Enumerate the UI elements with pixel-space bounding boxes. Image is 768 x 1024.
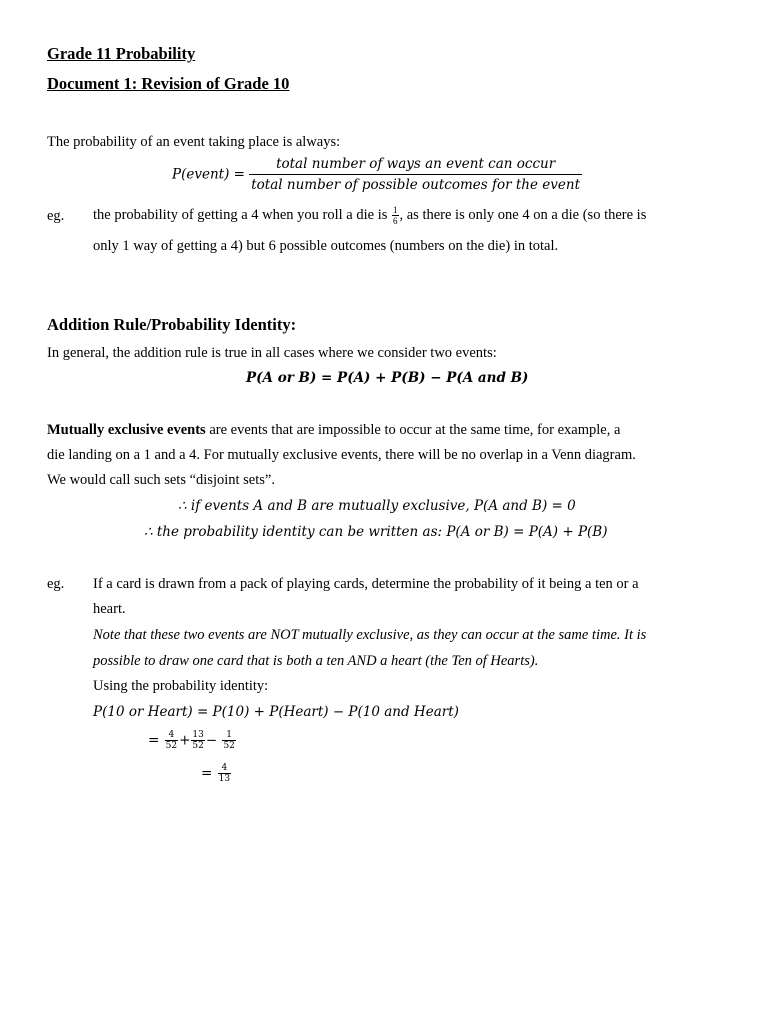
mutual-line2: die landing on a 1 and a 4. For mutually exclusive events, there will be no overlap in a Venn diagram.	[47, 447, 636, 463]
addition-rule-heading: Addition Rule/Probability Identity:	[47, 315, 297, 334]
formula-fraction	[249, 156, 582, 193]
formula-denominator: total number of possible outcomes for the event	[251, 177, 580, 193]
formula-numerator: total number of ways an event can occur	[249, 156, 582, 175]
eg2-equation: P(10 or Heart) = P(10) + P(Heart) − P(10 and Heart)	[93, 704, 459, 720]
fraction-denominator: 52	[192, 741, 204, 751]
probability-formula	[172, 156, 582, 193]
document-subtitle: Document 1: Revision of Grade 10	[47, 74, 290, 93]
eg2-using-text: Using the probability identity:	[93, 678, 269, 694]
fraction-numerator: 4	[218, 763, 231, 774]
addition-rule-formula: P(A or B) = P(A) + P(B) − P(A and B)	[246, 370, 529, 386]
eg2-line1: If a card is drawn from a pack of playing cards, determine the probability of it being a ten or a	[93, 576, 639, 592]
fraction-denominator: 13	[218, 774, 231, 784]
intro-text: The probability of an event taking place is always:	[47, 134, 341, 150]
die-fraction-numerator: 1	[393, 205, 398, 215]
fraction-4-52	[165, 730, 178, 751]
fraction-numerator: 4	[165, 730, 178, 741]
fraction-denominator: 52	[165, 741, 178, 751]
document-title: Grade 11 Probability	[47, 44, 196, 63]
mutual-line3: We would call such sets “disjoint sets”.	[47, 472, 275, 488]
eg2-step2	[201, 763, 232, 784]
step1-equals: =	[148, 732, 160, 749]
fraction-4-13	[218, 763, 231, 784]
die-fraction	[392, 205, 399, 226]
fraction-1-52	[222, 730, 235, 751]
addition-rule-text: In general, the addition rule is true in all cases where we consider two events:	[47, 345, 497, 361]
mutual-line1-rest: are events that are impossible to occur at the same time, for example, a	[205, 422, 621, 438]
formula-lhs: P(event) =	[172, 166, 245, 183]
eg1-line1	[93, 205, 646, 226]
fraction-13-52	[191, 730, 204, 751]
fraction-numerator: 1	[222, 730, 235, 741]
mutual-line1	[47, 422, 620, 439]
step1-minus: −	[205, 732, 218, 749]
mutual-equation-1: ∴ if events A and B are mutually exclusive, P(A and B) = 0	[178, 498, 576, 514]
die-fraction-denominator: 6	[393, 216, 398, 226]
eg2-note-line1: Note that these two events are NOT mutually exclusive, as they can occur at the same time. It is	[93, 627, 647, 643]
step2-equals: =	[201, 765, 213, 782]
mutual-term: Mutually exclusive events	[47, 422, 206, 438]
eg2-note-line2: possible to draw one card that is both a ten AND a heart (the Ten of Hearts).	[93, 653, 539, 669]
step1-plus: +	[179, 732, 191, 749]
eg1-line1-post: , as there is only one 4 on a die (so there is	[399, 207, 647, 223]
fraction-denominator: 52	[223, 741, 235, 751]
eg1-line1-pre: the probability of getting a 4 when you roll a die is	[93, 207, 388, 223]
eg1-line2: only 1 way of getting a 4) but 6 possible outcomes (numbers on the die) in total.	[93, 238, 559, 254]
mutual-equation-2: ∴ the probability identity can be written as: P(A or B) = P(A) + P(B)	[144, 524, 608, 540]
eg2-line2: heart.	[93, 601, 126, 617]
eg2-label: eg.	[47, 576, 65, 592]
eg2-step1	[148, 730, 237, 751]
eg1-label: eg.	[47, 208, 65, 224]
fraction-numerator: 13	[192, 730, 204, 740]
